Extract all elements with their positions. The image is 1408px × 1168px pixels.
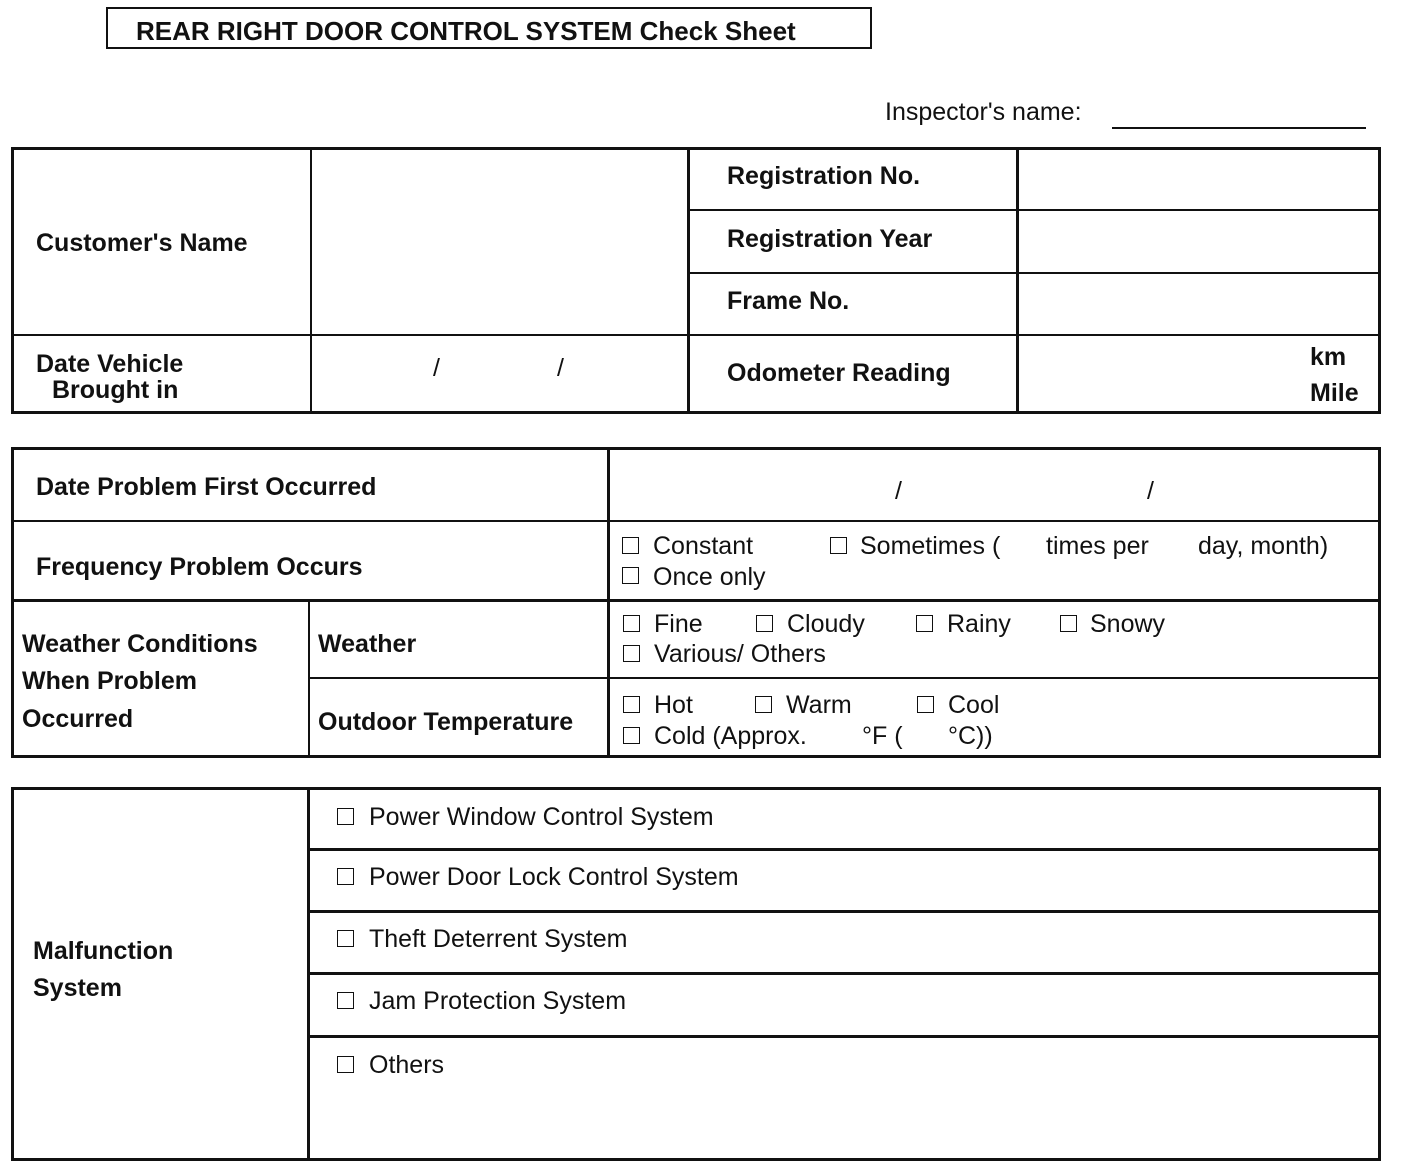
checkbox-warm[interactable]	[755, 696, 772, 713]
registration-no-field[interactable]	[1021, 152, 1377, 208]
checkbox-cloudy[interactable]	[756, 615, 773, 632]
sheet-title: REAR RIGHT DOOR CONTROL SYSTEM Check Sheet	[106, 7, 872, 49]
date-first-occurred-field[interactable]	[612, 452, 1376, 518]
weather-conditions-label-line3: Occurred	[22, 705, 134, 733]
malfunction-label-line2: System	[33, 974, 122, 1002]
weather-conditions-label-line2: When Problem	[22, 667, 198, 695]
table-border	[309, 972, 1380, 975]
table-border	[688, 209, 1380, 211]
table-border	[308, 600, 310, 758]
table-border	[11, 147, 14, 414]
frame-no-field[interactable]	[1021, 276, 1377, 333]
table-border	[607, 447, 610, 758]
table-border	[309, 910, 1380, 913]
option-others: Others	[369, 1051, 445, 1079]
option-power-window: Power Window Control System	[369, 803, 714, 831]
date-brought-label-line1: Date Vehicle	[36, 350, 184, 378]
checkbox-snowy[interactable]	[1060, 615, 1077, 632]
checkbox-fine[interactable]	[623, 615, 640, 632]
option-times-per: times per	[1046, 532, 1149, 560]
outdoor-temperature-label: Outdoor Temperature	[318, 708, 574, 736]
option-various: Various/ Others	[654, 640, 826, 668]
weather-label: Weather	[318, 630, 417, 658]
table-border	[11, 787, 1381, 790]
table-border	[310, 147, 312, 414]
table-border	[11, 411, 1381, 414]
checkbox-various[interactable]	[623, 645, 640, 662]
table-border	[11, 787, 14, 1161]
checkbox-power-window[interactable]	[337, 808, 354, 825]
frequency-label: Frequency Problem Occurs	[36, 553, 363, 581]
checkbox-hot[interactable]	[623, 696, 640, 713]
weather-conditions-label-line1: Weather Conditions	[22, 630, 258, 658]
option-deg-c: °C))	[948, 722, 993, 750]
registration-year-field[interactable]	[1021, 213, 1377, 271]
frame-no-label: Frame No.	[727, 287, 850, 315]
odometer-label: Odometer Reading	[727, 359, 951, 387]
checkbox-constant[interactable]	[622, 537, 639, 554]
checkbox-power-door-lock[interactable]	[337, 868, 354, 885]
option-warm: Warm	[786, 691, 852, 719]
table-border	[1378, 447, 1381, 758]
date-separator: /	[895, 477, 902, 505]
table-border	[11, 755, 1381, 758]
option-rainy: Rainy	[947, 610, 1011, 638]
table-border	[11, 447, 1381, 450]
option-power-door-lock: Power Door Lock Control System	[369, 863, 739, 891]
table-border	[688, 272, 1380, 274]
unit-mile: Mile	[1310, 379, 1359, 407]
option-jam-protection: Jam Protection System	[369, 987, 627, 1015]
checkbox-rainy[interactable]	[916, 615, 933, 632]
option-theft-deterrent: Theft Deterrent System	[369, 925, 628, 953]
inspector-name-field[interactable]	[1112, 127, 1366, 129]
option-once-only: Once only	[653, 563, 766, 591]
table-border	[309, 677, 1381, 679]
option-deg-f: °F (	[862, 722, 903, 750]
date-brought-field[interactable]	[314, 338, 686, 410]
checkbox-theft-deterrent[interactable]	[337, 930, 354, 947]
checkbox-cool[interactable]	[917, 696, 934, 713]
table-border	[11, 147, 1381, 150]
registration-no-label: Registration No.	[727, 162, 921, 190]
registration-year-label: Registration Year	[727, 225, 933, 253]
unit-km: km	[1310, 343, 1347, 371]
option-constant: Constant	[653, 532, 754, 560]
malfunction-label-line1: Malfunction	[33, 937, 174, 965]
date-separator: /	[557, 354, 564, 382]
option-cloudy: Cloudy	[787, 610, 865, 638]
checkbox-once-only[interactable]	[622, 567, 639, 584]
table-border	[11, 447, 14, 758]
table-border	[1378, 147, 1381, 414]
option-fine: Fine	[654, 610, 703, 638]
option-cool: Cool	[948, 691, 1000, 719]
table-border	[11, 599, 1381, 602]
date-separator: /	[433, 354, 440, 382]
table-border	[309, 848, 1380, 851]
customer-name-field[interactable]	[314, 152, 686, 333]
option-hot: Hot	[654, 691, 693, 719]
date-brought-label-line2: Brought in	[52, 376, 179, 404]
checkbox-others[interactable]	[337, 1056, 354, 1073]
option-snowy: Snowy	[1090, 610, 1166, 638]
inspector-name-label: Inspector's name:	[885, 98, 1082, 126]
table-border	[687, 147, 690, 414]
table-border	[1016, 147, 1019, 414]
checkbox-jam-protection[interactable]	[337, 992, 354, 1009]
table-border	[309, 1035, 1380, 1038]
option-day-month: day, month)	[1198, 532, 1329, 560]
checkbox-cold[interactable]	[623, 727, 640, 744]
customer-name-label: Customer's Name	[36, 229, 248, 257]
date-first-occurred-label: Date Problem First Occurred	[36, 473, 377, 501]
option-cold: Cold (Approx.	[654, 722, 807, 750]
date-separator: /	[1147, 477, 1154, 505]
option-sometimes: Sometimes (	[860, 532, 1001, 560]
checkbox-sometimes[interactable]	[830, 537, 847, 554]
table-border	[11, 334, 1381, 336]
table-border	[11, 520, 1381, 522]
table-border	[11, 1158, 1381, 1161]
